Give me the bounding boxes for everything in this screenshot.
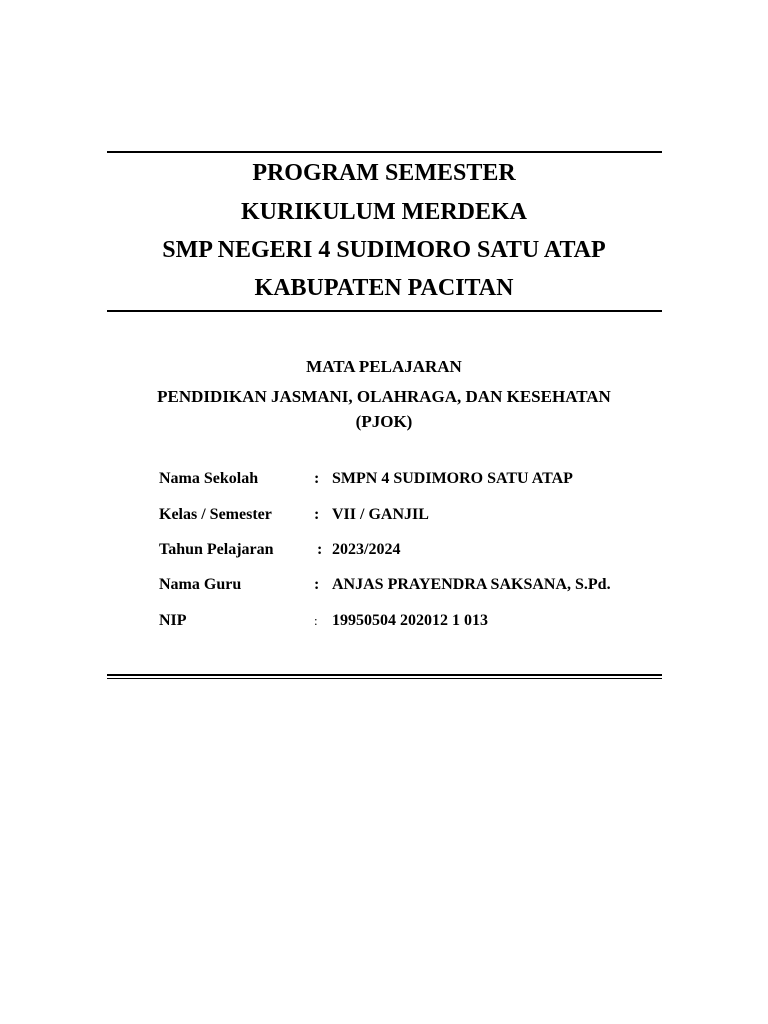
info-value: 19950504 202012 1 013 [332,612,488,629]
info-label: NIP [159,612,187,629]
info-value: ANJAS PRAYENDRA SAKSANA, S.Pd. [332,576,611,593]
curriculum-title: KURIKULUM MERDEKA [241,199,527,225]
info-row-academic-year [0,538,768,562]
info-label: Nama Guru [159,576,242,593]
info-row-school [0,467,768,491]
info-separator: : [314,506,320,523]
regency-title: KABUPATEN PACITAN [254,275,514,301]
subject-heading: MATA PELAJARAN [306,357,462,376]
info-separator: : [314,613,318,628]
info-separator: : [314,470,320,487]
info-label: Tahun Pelajaran [159,541,274,558]
info-value: 2023/2024 [332,541,401,558]
subject-abbreviation: (PJOK) [355,412,413,431]
header-bottom-divider [107,310,662,312]
bottom-divider [107,674,662,676]
info-row-teacher [0,573,768,597]
info-label: Kelas / Semester [159,506,272,523]
subject-name: PENDIDIKAN JASMANI, OLAHRAGA, DAN KESEHATAN [157,387,611,406]
info-row-class-semester [0,503,768,527]
info-value: VII / GANJIL [332,506,429,523]
document-title: PROGRAM SEMESTER [252,160,516,186]
top-divider [107,151,662,153]
info-separator: : [314,576,320,593]
info-separator: : [317,541,323,558]
school-title: SMP NEGERI 4 SUDIMORO SATU ATAP [162,237,606,263]
info-value: SMPN 4 SUDIMORO SATU ATAP [332,470,573,487]
info-row-nip [0,609,768,633]
bottom-divider-secondary [107,678,662,679]
info-label: Nama Sekolah [159,470,259,487]
